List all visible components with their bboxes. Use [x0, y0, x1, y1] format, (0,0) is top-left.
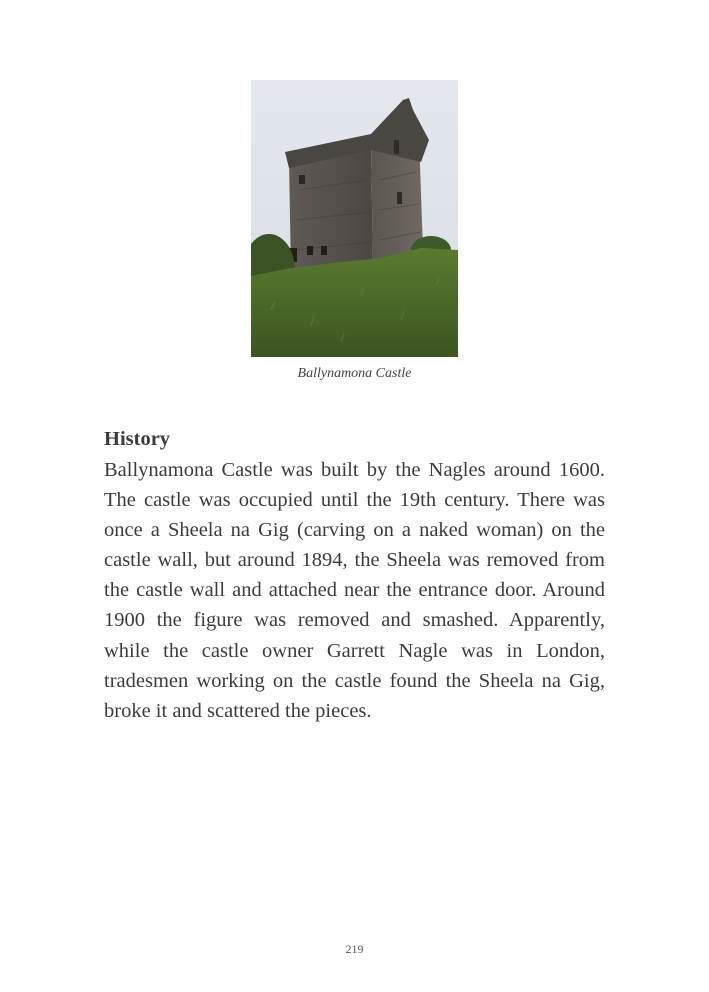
figure-caption: Ballynamona Castle	[297, 366, 412, 381]
page-number: 219	[345, 942, 364, 956]
doorway	[307, 246, 313, 255]
castle-photo	[251, 80, 458, 357]
window	[397, 192, 402, 204]
window	[299, 175, 305, 184]
window	[394, 140, 399, 154]
history-section	[104, 425, 605, 726]
section-heading: History	[104, 428, 171, 450]
doorway	[321, 246, 327, 255]
history-paragraph: Ballynamona Castle was built by the Nagles around 1600. The castle was occupied until the 19th century. There was once a Sheela na Gig (carving on a naked woman) on the castle wall, but around 1894, the Sheela was removed from the castle wall and attached near the entrance door. Around 1900 the figure was removed and smashed. Apparently, while the castle owner Garrett Nagle was in London, tradesmen working on the castle found the Sheela na Gig, broke it and scattered the pieces.	[104, 459, 605, 722]
